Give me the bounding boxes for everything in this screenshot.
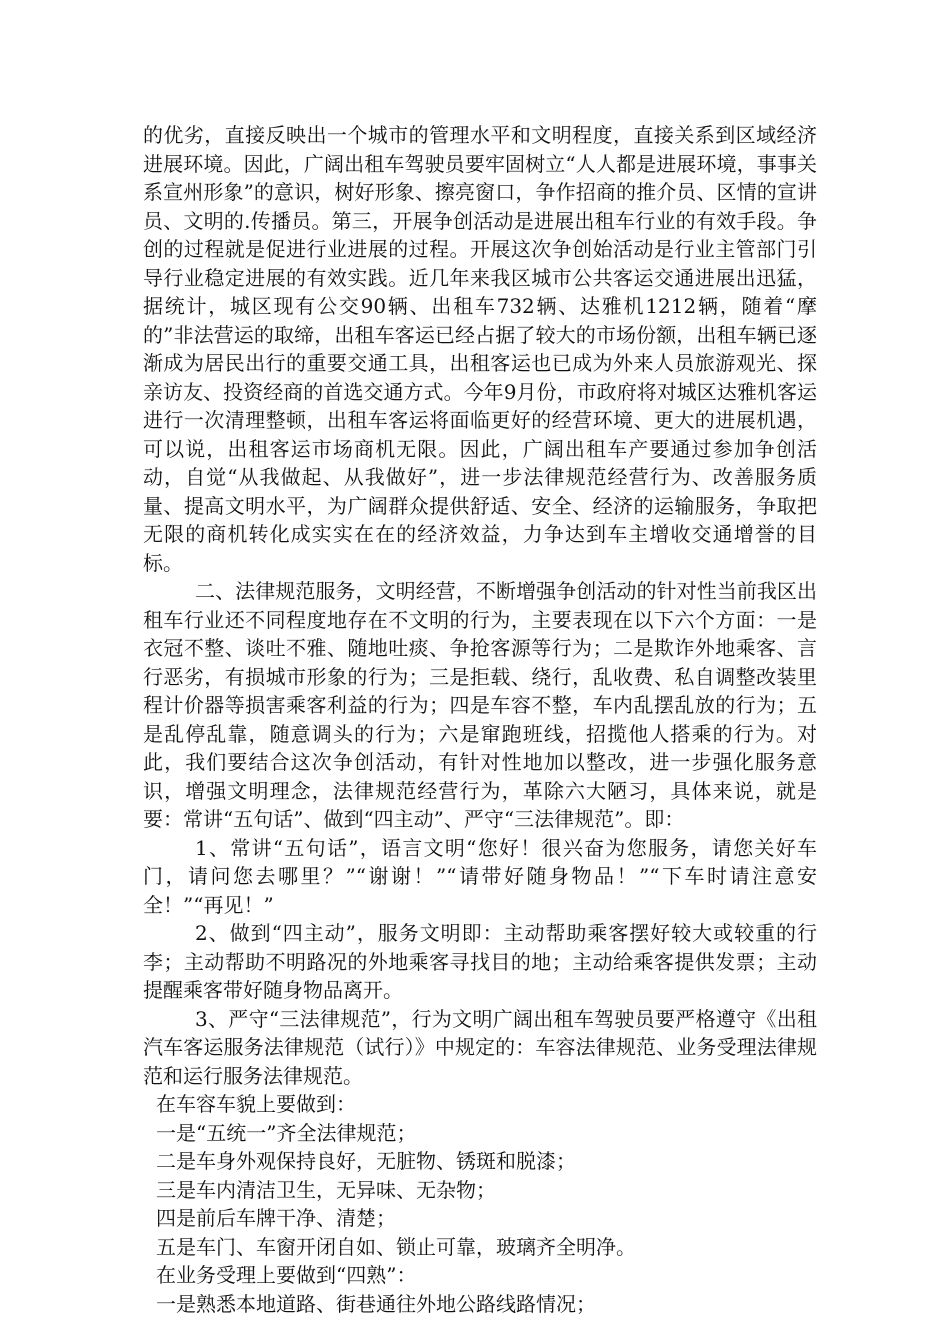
list-item: 四是前后车牌干净、清楚； <box>156 1206 396 1230</box>
list-item: 一是熟悉本地道路、街巷通往外地公路线路情况； <box>156 1291 596 1316</box>
paragraph-five-phrases: 1、常讲“五句话”，语言文明“您好！很兴奋为您服务，请您关好车门，请问您去哪里？”“谢谢！”“请带好随身物品！”“下车时请注意安全！”“再见！” <box>143 835 817 917</box>
document-body <box>143 121 817 1318</box>
paragraph-section-two: 二、法律规范服务，文明经营，不断增强争创活动的针对性当前我区出租车行业还不同程度地存在不文明的行为，主要表现在以下六个方面：一是衣冠不整、谈吐不雅、随地吐痰、争抢客源等行为；二是欺诈外地乘客、言行恶劣，有损城市形象的行为；三是拒载、绕行，乱收费、私自调整改装里程计价器等损害乘客利益的行为；四是车容不整，车内乱摆乱放的行为；五是乱停乱靠，随意调头的行为；六是窜跑班线，招揽他人搭乘的行为。对此，我们要结合这次争创活动，有针对性地加以整改，进一步强化服务意识，增强文明理念，法律规范经营行为，革除六大陋习，具体来说，就是要：常讲“五句话”、做到“四主动”、严守“三法律规范”。即： <box>143 579 817 831</box>
list-item: 五是车门、车窗开闭自如、锁止可靠，玻璃齐全明净。 <box>156 1234 636 1259</box>
paragraph-four-initiatives: 2、做到“四主动”，服务文明即：主动帮助乘客摆好较大或较重的行李；主动帮助不明路况的外地乘客寻找目的地；主动给乘客提供发票；主动提醒乘客带好随身物品离开。 <box>143 921 817 1002</box>
list-heading-business-acceptance: 在业务受理上要做到“四熟”： <box>156 1263 417 1287</box>
list-item: 一是“五统一”齐全法律规范； <box>156 1120 417 1145</box>
paragraph-three-standards: 3、严守“三法律规范”，行为文明广阔出租车驾驶员要严格遵守《出租汽车客运服务法律规范（试行）》中规定的：车容法律规范、业务受理法律规范和运行服务法律规范。 <box>143 1006 817 1088</box>
list-item: 二是车身外观保持良好，无脏物、锈斑和脱漆； <box>156 1149 576 1173</box>
paragraph-city-management: 的优劣，直接反映出一个城市的管理水平和文明程度，直接关系到区域经济进展环境。因此，广阔出租车驾驶员要牢固树立“人人都是进展环境，事事关系宣州形象”的意识，树好形象、擦亮窗口，争作招商的推介员、区情的宣讲员、文明的.传播员。第三，开展争创活动是进展出租车行业的有效手段。争创的过程就是促进行业进展的过程。开展这次争创始活动是行业主管部门引导行业稳定进展的有效实践。近几年来我区城市公共客运交通进展出迅猛，据统计，城区现有公交90辆、出租车732辆、达雅机1212辆，随着“摩的”非法营运的取缔，出租车客运已经占据了较大的市场份额，出租车辆已逐渐成为居民出行的重要交通工具，出租客运也已成为外来人员旅游观光、探亲访友、投资经商的首选交通方式。今年9月份，市政府将对城区达雅机客运进行一次清理整顿，出租车客运将面临更好的经营环境、更大的进展机遇，可以说，出租客运市场商机无限。因此，广阔出租车产要通过参加争创活动，自觉“从我做起、从我做好”，进一步法律规范经营行为、改善服务质量、提高文明水平，为广阔群众提供舒适、安全、经济的运输服务，争取把无限的商机转化成实实在在的经济效益，力争达到车主增收交通增誉的目标。 <box>143 123 817 575</box>
list-heading-vehicle-appearance: 在车容车貌上要做到： <box>156 1092 356 1116</box>
list-item: 三是车内清洁卫生，无异味、无杂物； <box>156 1177 496 1202</box>
